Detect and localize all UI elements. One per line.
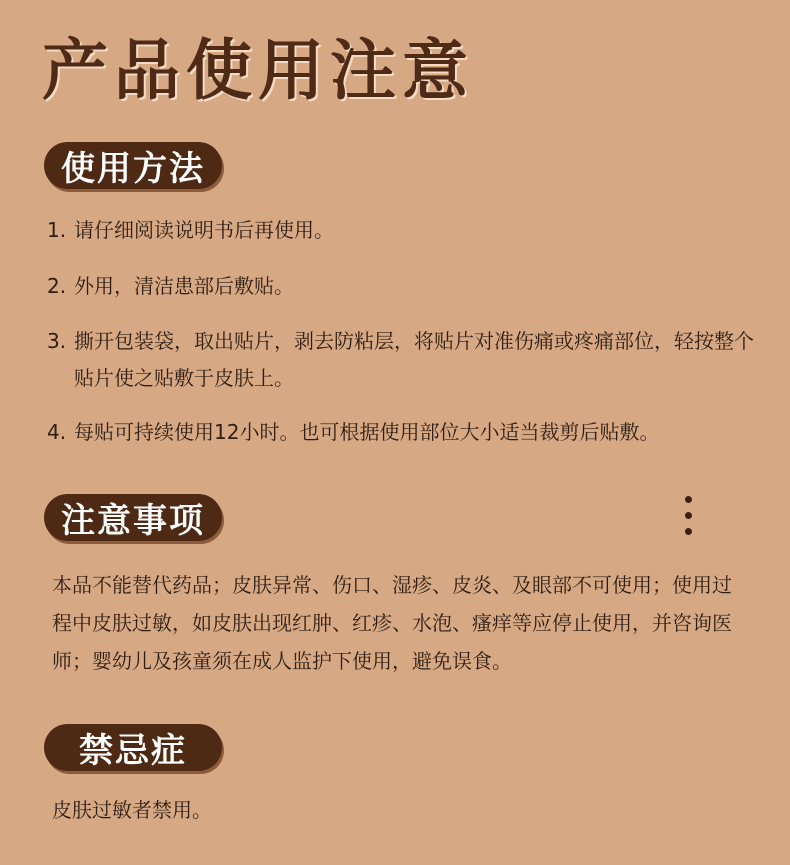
usage-step	[47, 323, 757, 397]
step-number: 4.	[47, 420, 67, 444]
section-heading-precautions: 注意事项	[44, 494, 222, 541]
contraindications-text: 皮肤过敏者禁用。	[52, 798, 212, 822]
step-number: 3.	[47, 329, 67, 353]
dot	[685, 528, 692, 535]
dot	[685, 496, 692, 503]
step-text: 每贴可持续使用12小时。也可根据使用部位大小适当裁剪后贴敷。	[74, 420, 660, 444]
page-title: 产品使用注意	[42, 32, 474, 109]
step-number: 1.	[47, 218, 67, 242]
section-heading-usage: 使用方法	[44, 142, 222, 189]
usage-step	[47, 414, 757, 451]
step-number: 2.	[47, 274, 67, 298]
dot	[685, 512, 692, 519]
step-text: 请仔细阅读说明书后再使用。	[74, 218, 334, 242]
precautions-text: 本品不能替代药品；皮肤异常、伤口、湿疹、皮炎、及眼部不可使用；使用过程中皮肤过敏，如皮肤出现红肿、红疹、水泡、瘙痒等应停止使用，并咨询医师；婴幼儿及孩童须在成人监护下使用，避免误食。	[52, 573, 732, 673]
vertical-dots-icon	[682, 496, 694, 544]
step-text: 外用，清洁患部后敷贴。	[74, 274, 294, 298]
usage-step	[47, 212, 757, 249]
usage-step	[47, 268, 757, 305]
section-heading-contraindications: 禁忌症	[44, 724, 222, 771]
step-text: 撕开包装袋，取出贴片，剥去防粘层，将贴片对准伤痛或疼痛部位，轻按整个贴片使之贴敷于皮肤上。	[74, 329, 754, 390]
